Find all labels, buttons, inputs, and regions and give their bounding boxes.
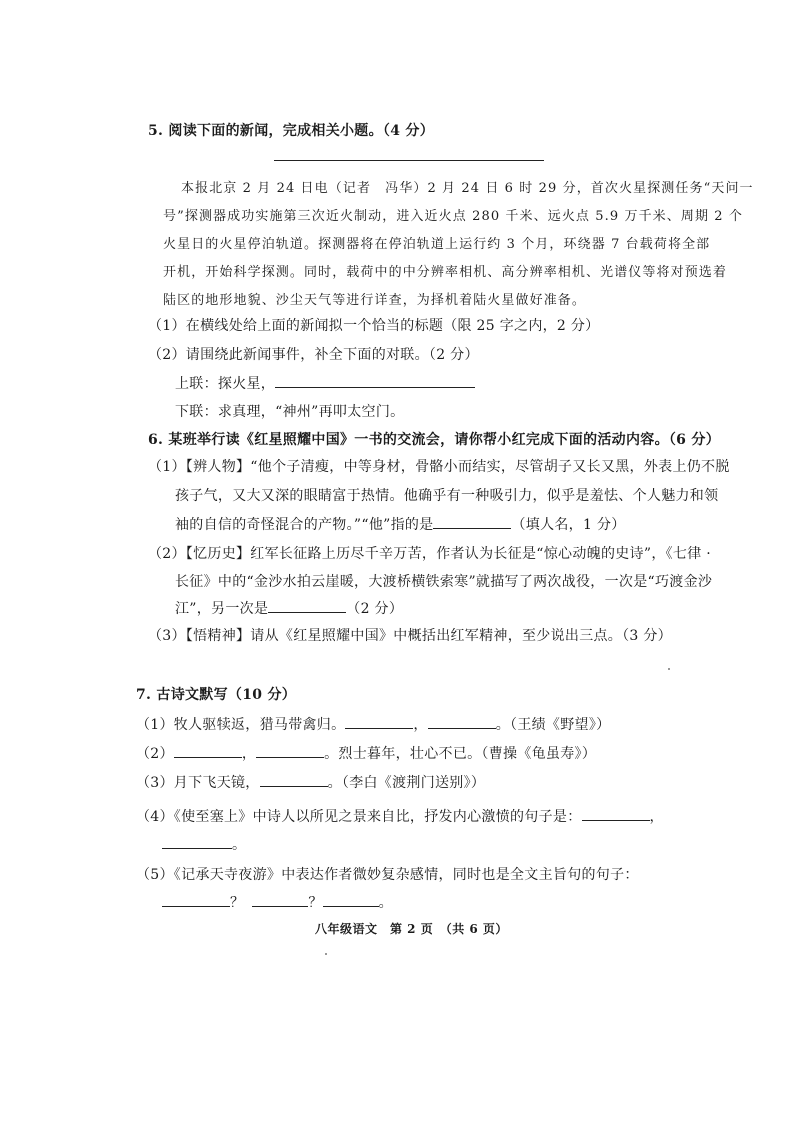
q7-line1: [136, 714, 610, 734]
q7-l2-head: （2）: [136, 746, 174, 762]
scan-speck: [325, 953, 327, 955]
q7-title: 7. 古诗文默写（10 分）: [136, 687, 297, 703]
q7-l5-blank-b: [252, 892, 308, 907]
q6-title: 6. 某班举行读《红星照耀中国》一书的交流会，请你帮小红完成下面的活动内容。（6 分）: [148, 432, 721, 448]
page-footer: 八年级语文 第 2 页 （共 6 页）: [315, 922, 508, 936]
q7-l5-end: 。: [378, 895, 393, 911]
scan-speck: [668, 668, 670, 670]
q6-item2-last: [175, 598, 403, 618]
q7-line3: [136, 772, 485, 792]
q5-sub1: （1）在横线处给上面的新闻拟一个恰当的标题（限 25 字之内，2 分）: [148, 318, 600, 334]
news-line: 本报北京 2 月 24 日电（记者 冯华）2 月 24 日 6 时 29 分，首次火星探测任务“天问一: [181, 181, 754, 196]
q6-item2-line: 长征》中的“金沙水拍云崖暖，大渡桥横铁索寒”就描写了两次战役，一次是“巧渡金沙: [175, 574, 713, 590]
q7-l2-tail: 。烈士暮年，壮心不已。（曹操《龟虽寿》）: [324, 746, 597, 762]
q7-l4-text: （4）《使至塞上》中诗人以所见之景来自比，抒发内心激愤的句子是：: [136, 809, 582, 825]
q6-item1-line: 孩子气，又大又深的眼睛富于热情。他确乎有一种吸引力，似乎是羞怯、个人魅力和领: [175, 488, 719, 504]
q7-l4-blank-a: [582, 806, 650, 821]
upper-couplet-blank: [275, 373, 475, 388]
q6-item2-tail: （2 分）: [346, 601, 404, 617]
q5-sub2: （2）请围绕此新闻事件，补全下面的对联。（2 分）: [148, 347, 479, 363]
upper-couplet-label: 上联：探火星，: [175, 376, 276, 392]
news-line: 开机，开始科学探测。同时，载荷中的中分辨率相机、高分辨率相机、光谱仪等将对预选着: [163, 265, 728, 280]
q7-l1-blank-a: [345, 714, 413, 729]
q7-l5-blank-a: [162, 892, 230, 907]
q6-item1-last: [175, 514, 626, 534]
headline-answer-line: [274, 160, 544, 161]
upper-couplet: [175, 373, 475, 393]
q6-item3: （3）【悟精神】请从《红星照耀中国》中概括出红军精神，至少说出三点。（3 分）: [148, 628, 672, 644]
news-line: 陆区的地形地貌、沙尘天气等进行详查，为择机着陆火星做好准备。: [163, 293, 587, 308]
q6-item1-text: 袖的自信的奇怪混合的产物。”“他”指的是: [175, 517, 434, 533]
q6-item2-blank: [268, 598, 346, 613]
q7-l3-head: （3）月下飞天镜，: [136, 775, 260, 791]
q6-item1-tail: （填人名，1 分）: [511, 517, 626, 533]
q7-l3-blank: [260, 772, 328, 787]
q7-line5-cont: [162, 892, 393, 912]
q7-l4-end: 。: [232, 837, 247, 853]
q7-l5-blank-c: [323, 892, 379, 907]
news-line: 号”探测器成功实施第三次近火制动，进入近火点 280 千米、远火点 5.9 万千米、周期 2 个: [163, 209, 743, 224]
news-line: 火星日的火星停泊轨道。探测器将在停泊轨道上运行约 3 个月，环绕器 7 台载荷将全部: [163, 237, 711, 252]
q6-item2-text: 江”，另一次是: [175, 601, 269, 617]
q7-l1-head: （1）牧人驱犊返，猎马带禽归。: [136, 717, 346, 733]
q6-item1-line: （1）【辨人物】“他个子清瘦，中等身材，骨骼小而结实，尽管胡子又长又黑，外表上仍不脱: [148, 459, 730, 475]
q7-l3-tail: 。（李白《渡荆门送别》）: [327, 775, 486, 791]
q5-title: 5. 阅读下面的新闻，完成相关小题。（4 分）: [148, 123, 435, 139]
q7-line5: （5）《记承天寺夜游》中表达作者微妙复杂感情，同时也是全文主旨句的句子：: [136, 867, 639, 883]
lower-couplet: 下联：求真理，“神州”再叩太空门。: [175, 404, 405, 420]
q7-l2-sep: ，: [241, 746, 257, 762]
q7-line4: [136, 806, 664, 826]
q7-l5-q2: ？: [308, 895, 323, 911]
q7-l4-blank-b: [162, 834, 232, 849]
q7-l1-tail: 。（王绩《野望》）: [495, 717, 611, 733]
q6-item2-line: （2）【忆历史】红军长征路上历尽千辛万苦，作者认为长征是“惊心动魄的史诗”，《七律 ·: [148, 546, 712, 562]
q7-l4-sep: ，: [649, 809, 664, 825]
q7-line2: [136, 743, 596, 763]
q7-l5-q1: ？: [230, 895, 245, 911]
q7-line4-cont: [162, 834, 246, 854]
q7-l2-blank-b: [256, 743, 324, 758]
q7-l1-blank-b: [428, 714, 496, 729]
q6-item1-blank: [433, 514, 511, 529]
q7-l2-blank-a: [174, 743, 242, 758]
q7-l1-sep: ，: [413, 717, 428, 733]
